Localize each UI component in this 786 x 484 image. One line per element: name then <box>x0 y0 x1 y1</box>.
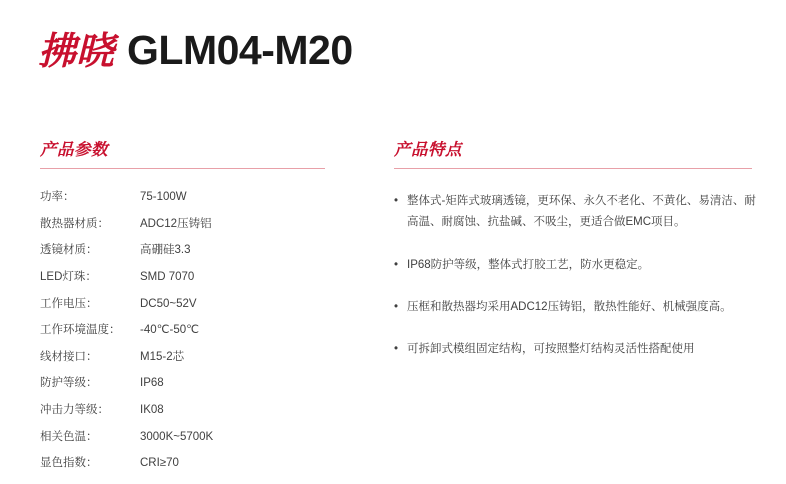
specifications-divider <box>40 168 325 169</box>
list-item: • 可拆卸式模组固定结构，可按照整灯结构灵活性搭配使用 <box>394 339 759 360</box>
spec-value: IP68 <box>140 377 164 390</box>
table-row <box>40 244 330 271</box>
table-row <box>40 298 330 325</box>
spec-label: 相关色温： <box>40 430 98 443</box>
spec-value: DC50~52V <box>140 297 197 310</box>
spec-label: 透镜材质： <box>40 244 98 257</box>
table-row <box>40 191 330 218</box>
table-row <box>40 324 330 351</box>
spec-label: 冲击力等级： <box>40 404 109 417</box>
spec-label: 工作环境温度： <box>40 324 121 337</box>
spec-label: 功率： <box>40 191 75 203</box>
features-divider <box>394 168 752 169</box>
spec-label: 工作电压： <box>40 297 98 310</box>
table-row <box>40 431 330 458</box>
spec-value: 高硼硅3.3 <box>140 244 191 257</box>
table-row <box>40 457 330 484</box>
table-row <box>40 271 330 298</box>
specifications-section <box>40 136 330 484</box>
model-number: GLM04-M20 <box>127 27 353 73</box>
specifications-table-body <box>40 191 330 484</box>
spec-value: SMD 7070 <box>140 270 195 283</box>
spec-label: 散热器材质： <box>40 217 109 230</box>
spec-label: 显色指数： <box>40 457 98 470</box>
table-row <box>40 377 330 404</box>
list-item: • 压框和散热器均采用ADC12压铸铝，散热性能好、机械强度高。 <box>394 297 759 318</box>
spec-value: 75-100W <box>140 191 187 203</box>
spec-value: CRI≥70 <box>140 457 179 470</box>
features-list <box>394 191 759 360</box>
features-section <box>394 136 759 381</box>
spec-value: ADC12压铸铝 <box>140 217 212 230</box>
page-title <box>38 20 353 75</box>
table-row <box>40 218 330 245</box>
table-row <box>40 351 330 378</box>
list-item: • IP68防护等级，整体式打胶工艺，防水更稳定。 <box>394 255 759 276</box>
features-heading: 产品特点 <box>394 141 462 159</box>
specifications-heading: 产品参数 <box>40 141 108 159</box>
spec-label: 防护等级： <box>40 377 98 390</box>
spec-value: M15-2芯 <box>140 350 185 363</box>
brand-name: 拂晓 <box>38 31 115 73</box>
spec-value: -40℃-50℃ <box>140 324 200 337</box>
spec-value: IK08 <box>140 404 164 417</box>
specifications-table <box>40 191 330 484</box>
table-row <box>40 404 330 431</box>
spec-value: 3000K~5700K <box>140 430 214 443</box>
list-item: • 整体式-矩阵式玻璃透镜，更环保、永久不老化、不黄化、易清洁、耐高温、耐腐蚀、抗盐碱、不吸尘，更适合做EMC项目。 <box>394 191 759 234</box>
spec-label: 线材接口： <box>40 350 98 363</box>
spec-label: LED灯珠： <box>40 270 97 283</box>
